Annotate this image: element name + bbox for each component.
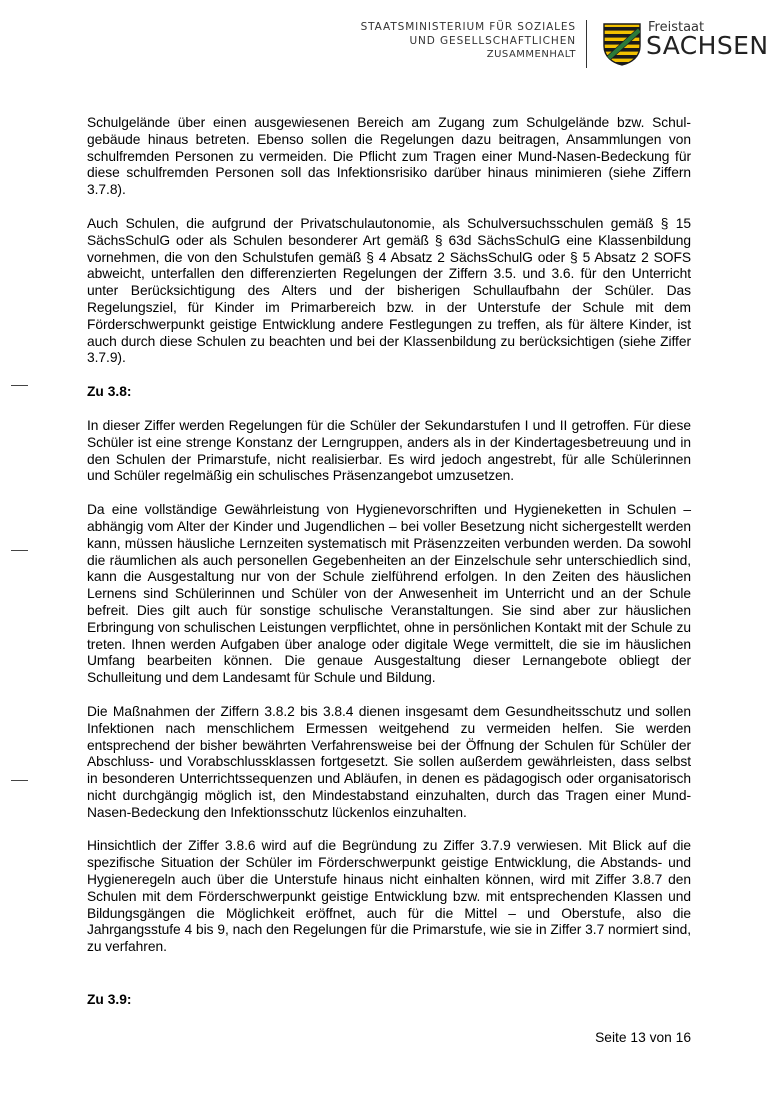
section-heading: Zu 3.9:	[87, 992, 132, 1008]
page-number: Seite 13 von 16	[595, 1030, 691, 1045]
ministry-name-line-3: ZUSAMMENHALT	[486, 49, 576, 60]
ministry-name-line-1: STAATSMINISTERIUM FÜR SOZIALES	[360, 21, 576, 33]
paragraph: Auch Schulen, die aufgrund der Privatschulautonomie, als Schulversuchsschulen gemäß § 15 SächsSchulG oder als Schulen besonderer Art gemäß § 63d SächsSchulG eine Klassenbildung vornehmen, die von den Schulstufen gemäß § 4 Absatz 2 SächsSchulG oder § 5 Absatz 2 SOFS abweicht, unterfallen den differenzierten Regelungen der Ziffern 3.5. und 3.6. für den Unterricht unter Berücksichtigung des Alters und der bisherigen Schullaufbahn der Schüler. Das Regelungsziel, für Kinder im Primarbereich bzw. in der Unterstufe der Schule mit dem Förderschwerpunkt geistige Entwicklung andere Festlegungen zu treffen, als für ältere Kinder, ist auch durch diese Schulen zu beachten und bei der Klassenbildung zu berücksichtigen (siehe Ziffer 3.7.9).	[87, 215, 691, 366]
ministry-name	[330, 20, 576, 62]
state-label: Freistaat	[648, 20, 705, 35]
paragraph: In dieser Ziffer werden Regelungen für die Schüler der Sekundarstufen I und II getroffen. Für diese Schüler ist eine strenge Konstanz der Lerngruppen, anders als in der Kindertagesbetreuung und in den Schulen der Primarstufe, nicht realisierbar. Es wird jedoch angestrebt, für alle Schülerinnen und Schüler regelmäßig ein schulisches Präsenzangebot umzusetzen.	[87, 417, 691, 484]
state-name: SACHSEN	[646, 31, 769, 60]
paragraph: Hinsichtlich der Ziffer 3.8.6 wird auf die Begründung zu Ziffer 3.7.9 verwiesen. Mit Blick auf die spezifische Situation der Schüler im Förderschwerpunkt geistige Entwicklung, die Abstands- und Hygieneregeln auch über die Unterstufe hinaus nicht einhalten können, wird mit Ziffer 3.8.7 den Schulen mit dem Förderschwerpunkt geistige Entwicklung bzw. mit entsprechenden Klassen und Bildungsgängen die Möglichkeit eröffnet, auch für die Mittel – und Oberstufe, also die Jahrgangsstufe 4 bis 9, nach den Regelungen für die Primarstufe, wie sie in Ziffer 3.7 normiert sind, zu verfahren.	[87, 838, 691, 955]
paragraph: Schulgelände über einen ausgewiesenen Bereich am Zugang zum Schulgelände bzw. Schulgebäude hinaus betreten. Ebenso sollen die Regelungen dazu beitragen, Ansammlungen von schulfremden Personen zu vermeiden. Die Pflicht zum Tragen einer Mund-Nasen-Bedeckung für diese schulfremden Personen soll das Infektionsrisiko darüber hinaus minimieren (siehe Ziffern 3.7.8).	[87, 115, 691, 198]
section-heading: Zu 3.8:	[87, 384, 132, 400]
document-body	[87, 115, 691, 1026]
margin-mark	[11, 780, 28, 781]
header-divider	[586, 20, 587, 68]
margin-mark	[11, 385, 28, 386]
saxony-coat-of-arms-icon	[602, 22, 642, 66]
paragraph: Da eine vollständige Gewährleistung von Hygienevorschriften und Hygieneketten in Schulen – abhängig vom Alter der Kinder und Jugendlichen – bei voller Besetzung nicht sichergestellt werden kann, müssen häusliche Lernzeiten systematisch mit Präsenzzeiten verbunden werden. Da sowohl die räumlichen als auch personellen Gegebenheiten an der Einzelschule sehr unterschiedlich sind, kann die Ausgestaltung nur von der Schule zielführend erfolgen. In den Zeiten des häuslichen Lernens sind Schülerinnen und Schüler von der Anwesenheit im Unterricht und an der Schule befreit. Dies gilt auch für sonstige schulische Veranstaltungen. Sie sind aber zur häuslichen Erbringung von schulischen Leistungen verpflichtet, ohne in persönlichen Kontakt mit der Schule zu treten. Ihnen werden Aufgaben über analoge oder digitale Wege vermittelt, die sie im häuslichen Umfang bearbeiten können. Die genaue Ausgestaltung dieser Lernangebote obliegt der Schulleitung und dem Landesamt für Schule und Bildung.	[87, 502, 691, 686]
margin-mark	[11, 550, 28, 551]
ministry-name-line-2: UND GESELLSCHAFTLICHEN	[409, 35, 576, 47]
paragraph: Die Maßnahmen der Ziffern 3.8.2 bis 3.8.4 dienen insgesamt dem Gesundheitsschutz und sollen Infektionen nach menschlichem Ermessen weitgehend zu vermeiden helfen. Sie werden entsprechend der bisher bewährten Verfahrensweise bei der Öffnung der Schulen für Schüler der Abschluss- und Vorabschlussklassen fortgesetzt. Sie sollen außerdem gewährleisten, dass selbst in besonderen Unterrichtssequenzen und Abläufen, in denen es pädagogisch oder organisatorisch nicht durchgängig möglich ist, den Mindestabstand einzuhalten, durch das Tragen einer Mund-Nasen-Bedeckung den Infektionsschutz lückenlos einzuhalten.	[87, 703, 691, 820]
